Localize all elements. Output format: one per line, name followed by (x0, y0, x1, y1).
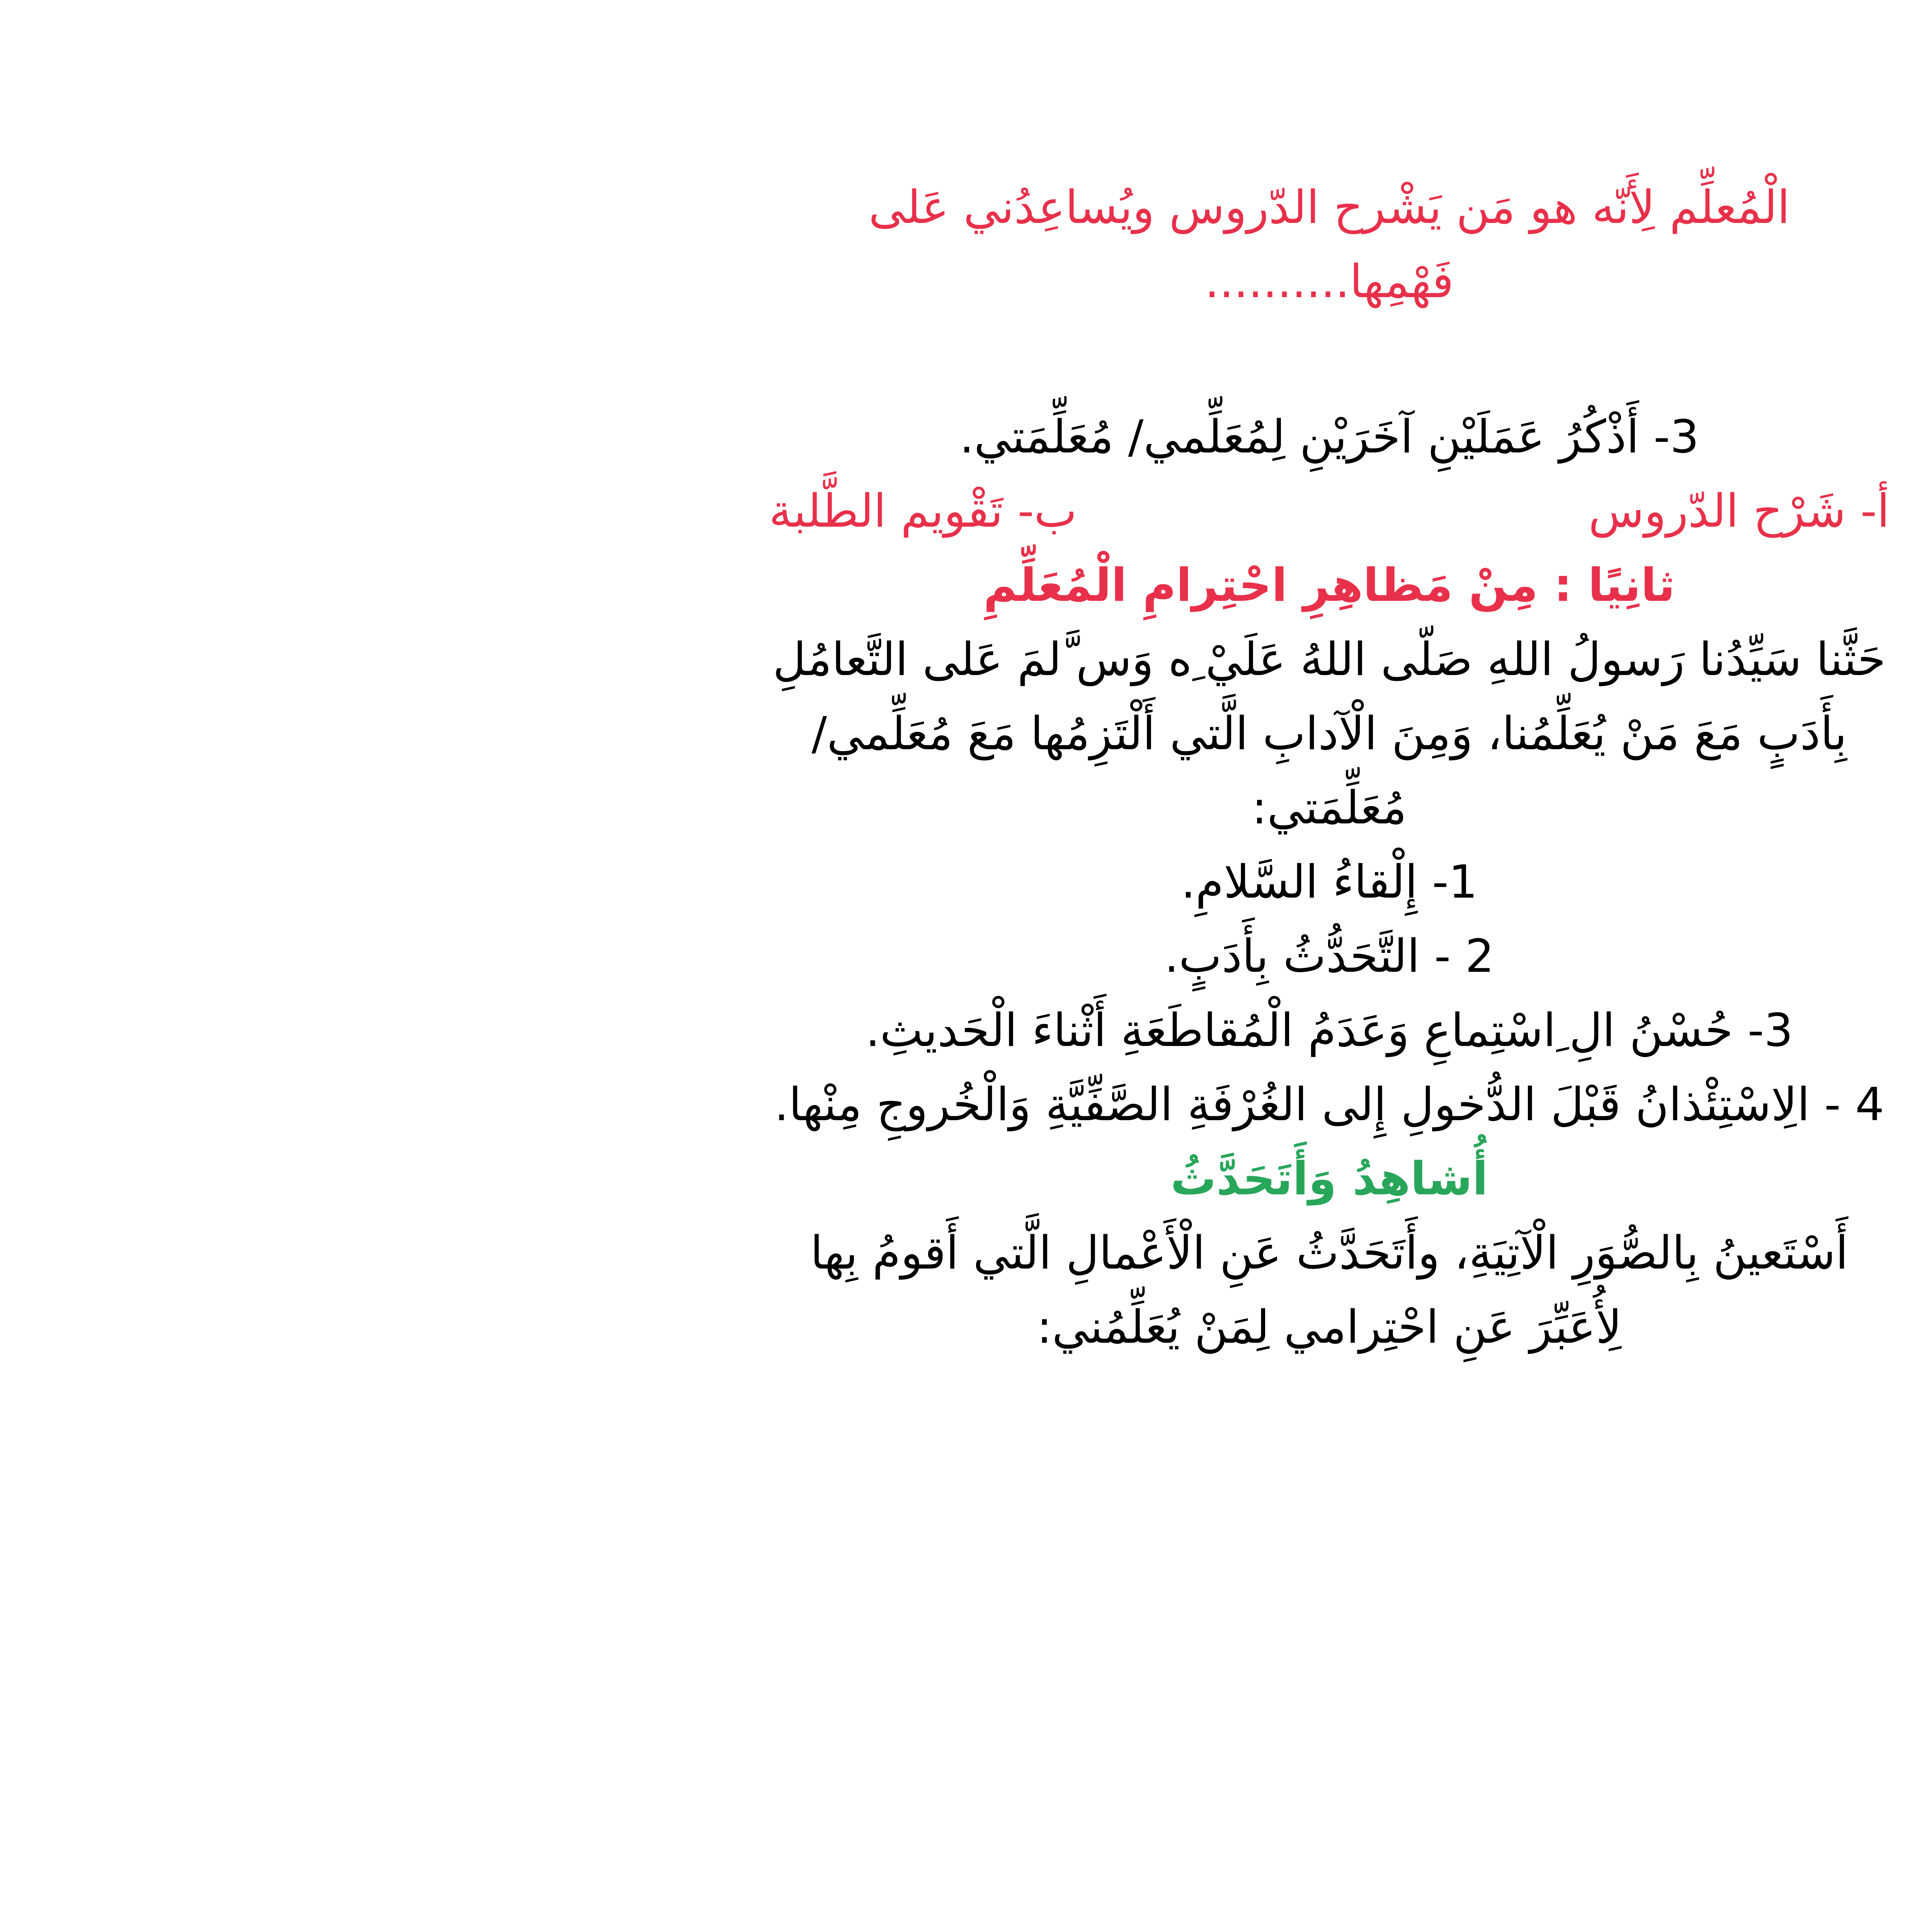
list-item: 2 - التَّحَدُّثُ بِأَدَبٍ. (1164, 929, 1494, 983)
question-3: 3- أَذْكُرُ عَمَلَيْنِ آخَرَيْنِ لِمُعَلِّمي/ مُعَلِّمَتي. (959, 410, 1699, 463)
list-item: 4 - الِاسْتِئْذانُ قَبْلَ الدُّخولِ إِلى الغُرْفَةِ الصَّفِّيَّةِ وَالْخُروجِ مِنْها. (774, 1078, 1885, 1131)
observe-paragraph: أَسْتَعينُ بِالصُّوَرِ الْآتِيَةِ، وأَتَحَدَّثُ عَنِ الْأَعْمالِ الَّتي أَقومُ بِها لِأُعَبِّرَ عَنِ احْتِرامي لِمَنْ يُعَلِّمُني: (810, 1226, 1849, 1354)
intro-paragraph: حَثَّنا سَيِّدُنا رَسولُ اللهِ صَلّى اللهُ عَلَيْ ِه وَس َّلمَ عَلى التَّعامُلِ بِأَدَبٍ مَعَ مَنْ يُعَلِّمُنا، وَمِنَ الْآدابِ الَّتي أَلْتَزِمُها مَعَ مُعَلِّمي/مُعَلِّمَتي: (772, 633, 1886, 834)
document-content (769, 170, 1890, 1364)
list-item: 3- حُسْنُ الِ ِاسْتِماعِ وَعَدَمُ الْمُقاطَعَةِ أَثْناءَ الْحَديثِ. (865, 1003, 1793, 1057)
answer-options-row (769, 474, 1890, 548)
spacer (769, 318, 1890, 400)
list-item: 1- إِلْقاءُ السَّلامِ. (1181, 855, 1478, 908)
option-b: ب- تَقْويم الطَّلبة (769, 484, 1077, 537)
option-a: أ- شَرْح الدّروس (1588, 484, 1890, 537)
observe-heading: أُشاهِدُ وَأَتَحَدَّثُ (1170, 1152, 1488, 1205)
section-heading: ثانِيًا : مِنْ مَظاهِرِ احْتِرامِ الْمُعَلِّمِ (983, 558, 1675, 612)
answer-text: الْمُعلِّم لِأَنّه هو مَن يَشْرح الدّروس ويُساعِدُني عَلى فَهْمِها.......... (868, 180, 1790, 308)
